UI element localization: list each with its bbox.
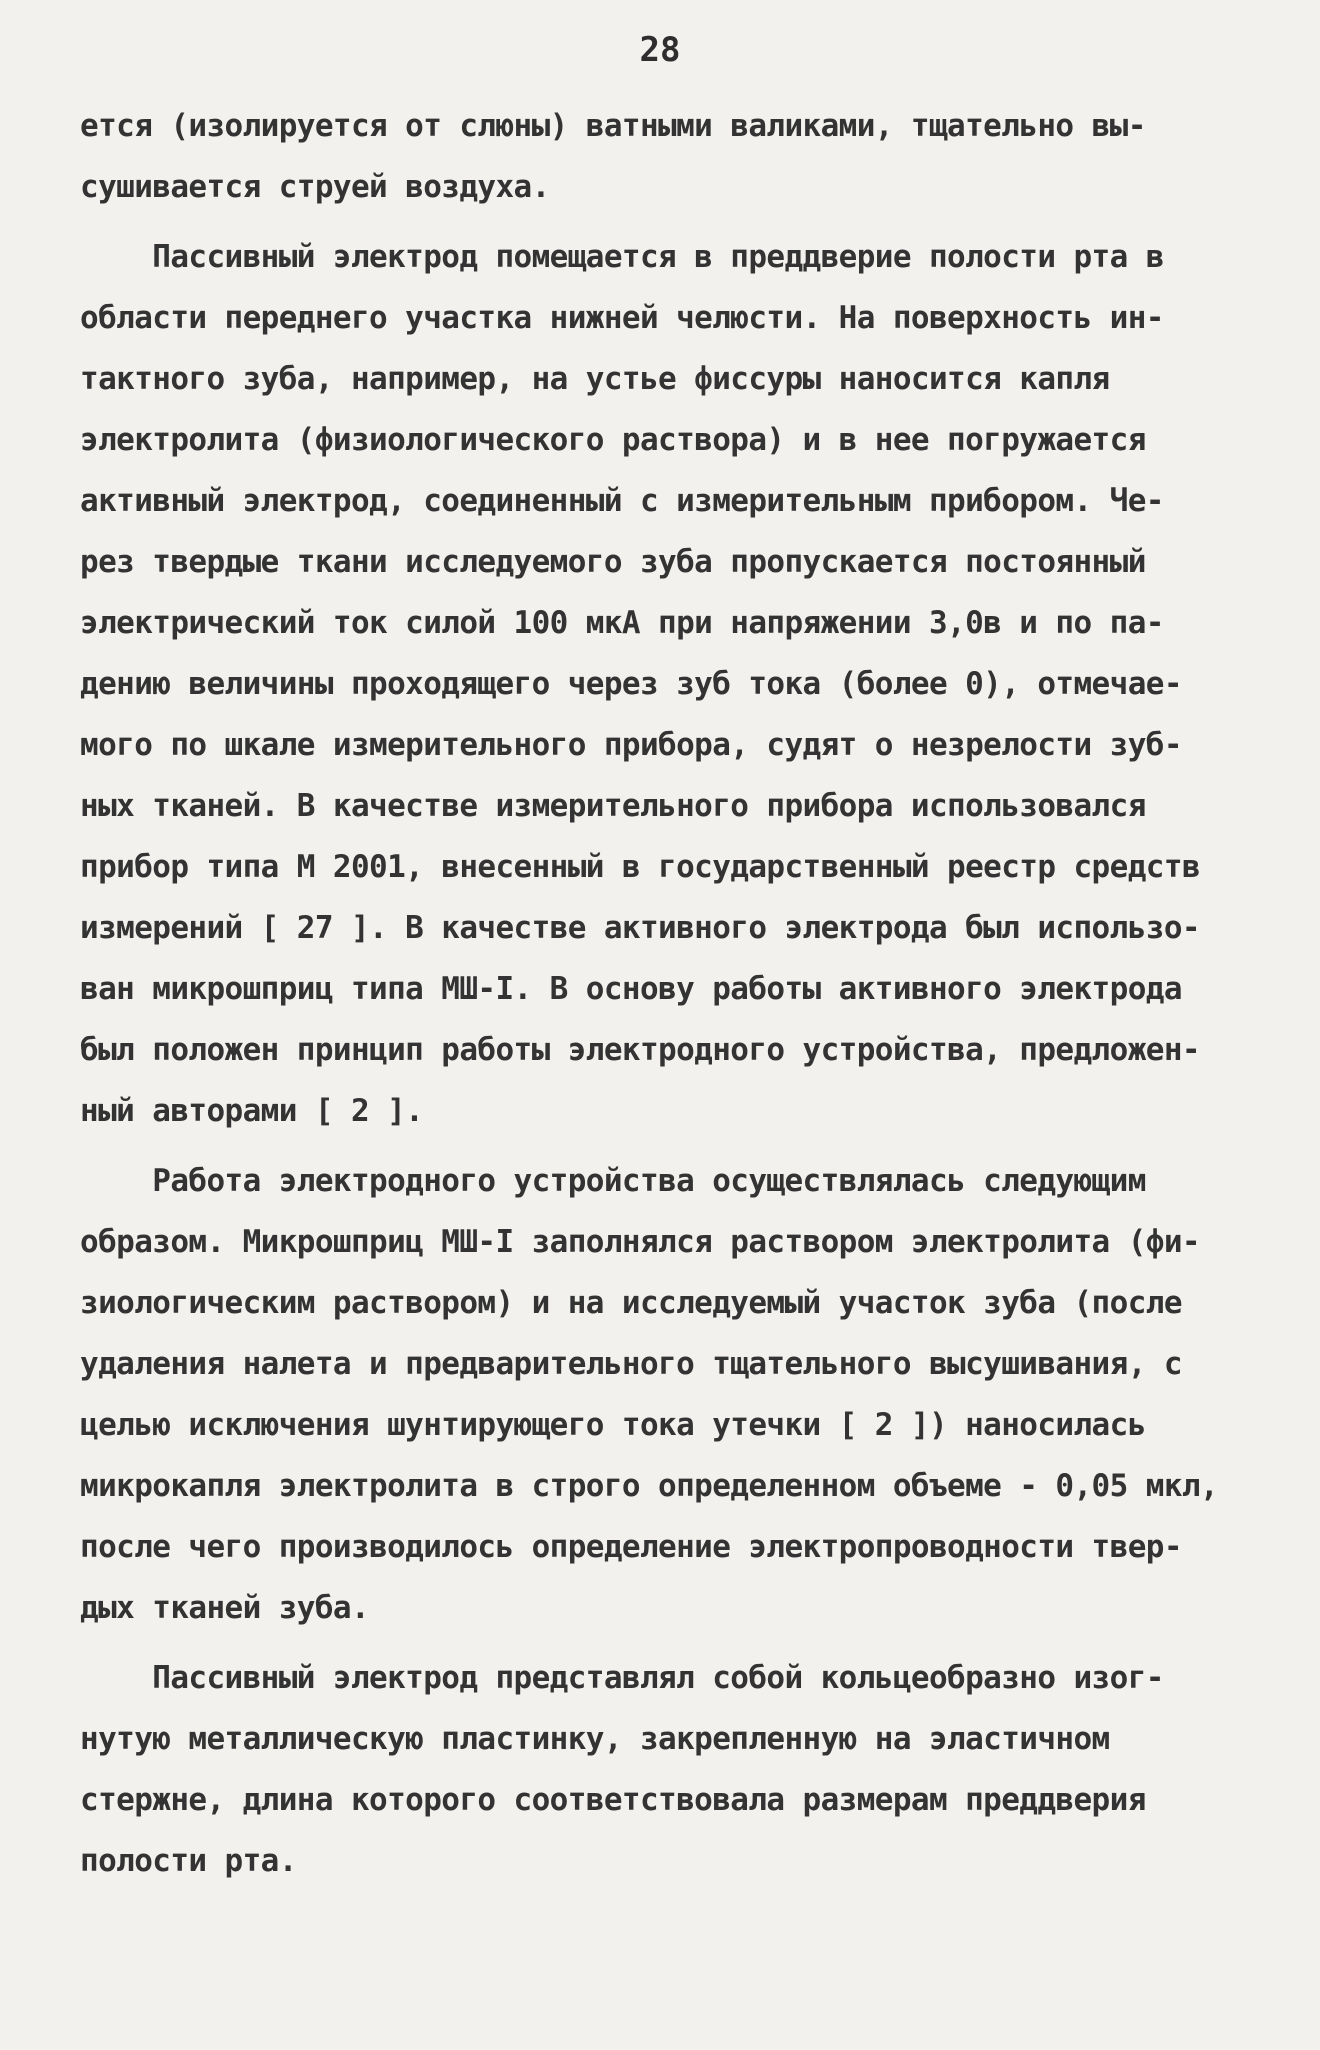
text-line: удаления налета и предварительного тщательного высушивания, с xyxy=(80,1346,1182,1382)
text-line: после чего производилось определение электропроводности твер- xyxy=(80,1529,1182,1565)
text-line: рез твердые ткани исследуемого зуба пропускается постоянный xyxy=(80,544,1146,580)
paragraph-gap xyxy=(80,1142,1250,1151)
text-line: Пассивный электрод представлял собой кольцеобразно изог- xyxy=(80,1660,1164,1696)
text-line: сушивается струей воздуха. xyxy=(80,169,550,205)
text-line: мого по шкале измерительного прибора, судят о незрелости зуб- xyxy=(80,727,1182,763)
text-line: электрический ток силой 100 мкА при напряжении 3,0в и по па- xyxy=(80,605,1164,641)
text-line: ван микрошприц типа МШ-I. В основу работы активного электрода xyxy=(80,971,1182,1007)
text-line: был положен принцип работы электродного устройства, предложен- xyxy=(80,1032,1200,1068)
body-text xyxy=(80,96,1250,1892)
text-line: измерений [ 27 ]. В качестве активного электрода был использо- xyxy=(80,910,1200,946)
paragraph-gap xyxy=(80,1639,1250,1648)
text-line: нутую металлическую пластинку, закрепленную на эластичном xyxy=(80,1721,1110,1757)
text-line: стержне, длина которого соответствовала размерам преддверия xyxy=(80,1782,1146,1818)
text-line: прибор типа М 2001, внесенный в государственный реестр средств xyxy=(80,849,1200,885)
text-line: электролита (физиологического раствора) и в нее погружается xyxy=(80,422,1146,458)
text-line: области переднего участка нижней челюсти. На поверхность ин- xyxy=(80,300,1164,336)
text-line: зиологическим раствором) и на исследуемый участок зуба (после xyxy=(80,1285,1182,1321)
text-line: ется (изолируется от слюны) ватными валиками, тщательно вы- xyxy=(80,108,1146,144)
text-line: образом. Микрошприц МШ-I заполнялся раствором электролита (фи- xyxy=(80,1224,1200,1260)
text-line: дению величины проходящего через зуб тока (более 0), отмечае- xyxy=(80,666,1182,702)
text-line: дых тканей зуба. xyxy=(80,1590,370,1626)
text-line: активный электрод, соединенный с измерительным прибором. Че- xyxy=(80,483,1164,519)
text-line: ный авторами [ 2 ]. xyxy=(80,1093,424,1129)
page-number: 28 xyxy=(639,30,681,70)
text-line: Пассивный электрод помещается в преддверие полости рта в xyxy=(80,239,1164,275)
text-line: Работа электродного устройства осуществлялась следующим xyxy=(80,1163,1146,1199)
text-line: целью исключения шунтирующего тока утечки [ 2 ]) наносилась xyxy=(80,1407,1146,1443)
paragraph-gap xyxy=(80,218,1250,227)
text-line: ных тканей. В качестве измерительного прибора использовался xyxy=(80,788,1146,824)
text-line: микрокапля электролита в строго определенном объеме - 0,05 мкл, xyxy=(80,1468,1219,1504)
text-line: тактного зуба, например, на устье фиссуры наносится капля xyxy=(80,361,1110,397)
text-line: полости рта. xyxy=(80,1843,297,1879)
